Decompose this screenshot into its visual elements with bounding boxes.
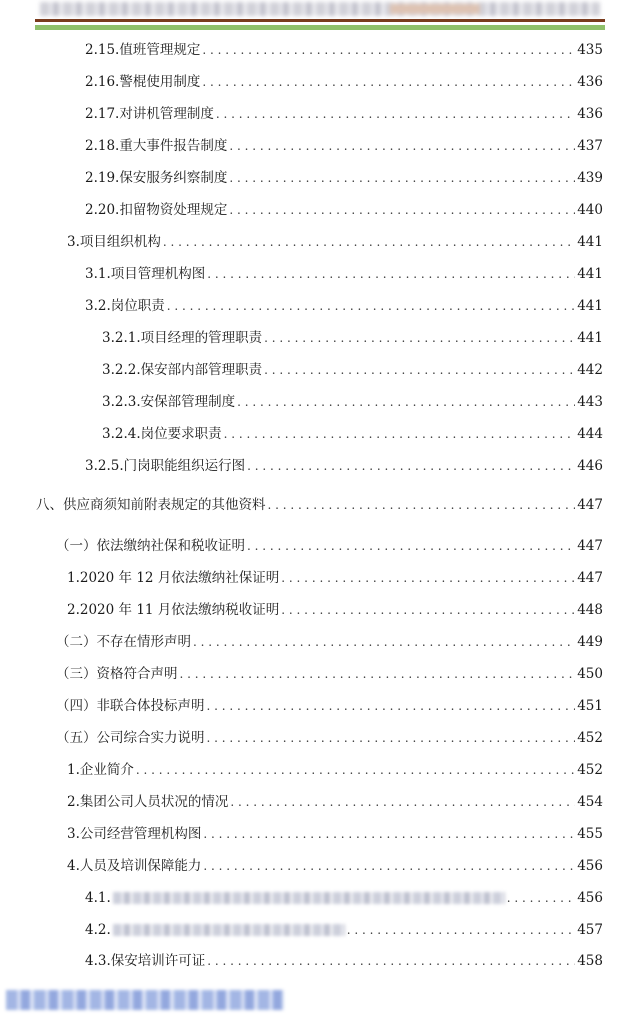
toc-entry-page: 436 — [577, 106, 603, 122]
header-redacted-text — [40, 2, 600, 16]
toc-entry-title: 4.2. — [85, 922, 111, 938]
toc-leader-dots — [207, 727, 576, 749]
toc-entry[interactable] — [85, 919, 603, 941]
toc-entry-page: 447 — [577, 538, 603, 554]
toc-entry[interactable] — [67, 231, 603, 253]
toc-entry[interactable] — [85, 39, 603, 61]
toc-entry[interactable] — [85, 135, 603, 157]
toc-entry-page: 444 — [577, 426, 603, 442]
toc-entry-page: 449 — [577, 634, 603, 650]
toc-entry[interactable] — [85, 71, 603, 93]
toc-entry-title: 3.2.1.项目经理的管理职责 — [102, 330, 263, 346]
footer-redacted-company-name — [6, 990, 284, 1010]
toc-entry-title: 3.2.4.岗位要求职责 — [102, 426, 222, 442]
toc-entry-page: 437 — [577, 138, 603, 154]
toc-entry[interactable] — [102, 327, 603, 349]
toc-entry-page: 448 — [577, 602, 603, 618]
toc-entry[interactable] — [56, 631, 603, 653]
toc-leader-dots — [163, 231, 575, 253]
toc-entry-title: 3.1.项目管理机构图 — [85, 266, 206, 282]
toc-entry-page: 441 — [577, 298, 603, 314]
toc-entry-page: 446 — [577, 458, 603, 474]
toc-entry-title: 4.3.保安培训许可证 — [85, 953, 206, 969]
toc-leader-dots — [229, 135, 575, 157]
toc-leader-dots — [136, 759, 575, 781]
toc-entry-page: 451 — [577, 698, 603, 714]
toc-entry-page: 435 — [577, 42, 603, 58]
toc-leader-dots — [229, 167, 575, 189]
toc-entry-page: 441 — [577, 266, 603, 282]
toc-entry-page: 450 — [577, 666, 603, 682]
toc-leader-dots — [207, 950, 575, 972]
toc-entry[interactable] — [102, 423, 603, 445]
toc-entry-title: 4.人员及培训保障能力 — [67, 858, 202, 874]
toc-entry-title: 2.19.保安服务纠察制度 — [85, 170, 228, 186]
toc-entry[interactable] — [56, 535, 603, 557]
toc-entry[interactable] — [67, 823, 603, 845]
toc-entry-page: 441 — [577, 330, 603, 346]
toc-entry-title: （三）资格符合声明 — [56, 666, 178, 682]
toc-leader-dots — [167, 295, 575, 317]
toc-entry-title: 3.项目组织机构 — [67, 234, 161, 250]
toc-entry-page: 452 — [577, 730, 603, 746]
toc-leader-dots — [347, 919, 575, 941]
toc-entry-page: 447 — [577, 497, 603, 513]
toc-entry-page: 440 — [577, 202, 603, 218]
toc-entry[interactable] — [56, 695, 603, 717]
toc-leader-dots — [281, 599, 575, 621]
toc-entry-page: 447 — [577, 570, 603, 586]
toc-entry-title: （四）非联合体投标声明 — [56, 698, 205, 714]
toc-entry-page: 457 — [577, 922, 603, 938]
toc-entry[interactable] — [67, 855, 603, 877]
toc-leader-dots — [264, 327, 575, 349]
toc-entry[interactable] — [102, 391, 603, 413]
toc-entry[interactable] — [85, 199, 603, 221]
toc-entry-title: （一）依法缴纳社保和税收证明 — [56, 538, 245, 554]
toc-leader-dots — [229, 199, 575, 221]
toc-entry[interactable] — [85, 887, 603, 909]
toc-entry[interactable] — [85, 167, 603, 189]
toc-entry-title: 3.2.2.保安部内部管理职责 — [102, 362, 263, 378]
toc-entry-page: 458 — [577, 953, 603, 969]
toc-entry-title: 1.企业简介 — [67, 762, 134, 778]
toc-leader-dots — [247, 455, 575, 477]
toc-entry-title: 4.1. — [85, 890, 111, 906]
toc-entry[interactable] — [102, 359, 603, 381]
toc-leader-dots — [264, 359, 575, 381]
redacted-title — [113, 892, 505, 904]
toc-leader-dots — [268, 494, 576, 516]
toc-entry-page: 452 — [577, 762, 603, 778]
toc-leader-dots — [507, 887, 575, 909]
toc-entry-title: 2.16.警棍使用制度 — [85, 74, 201, 90]
toc-entry-page: 441 — [577, 234, 603, 250]
toc-entry-page: 454 — [577, 794, 603, 810]
toc-entry-title: 2.17.对讲机管理制度 — [85, 106, 214, 122]
toc-leader-dots — [203, 855, 575, 877]
toc-entry-title: 2.集团公司人员状况的情况 — [67, 794, 229, 810]
toc-entry[interactable] — [85, 263, 603, 285]
toc-entry[interactable] — [67, 599, 603, 621]
toc-entry-title: 2.2020 年 11 月依法缴纳税收证明 — [67, 602, 280, 618]
toc-leader-dots — [180, 663, 576, 685]
toc-entry[interactable] — [56, 727, 603, 749]
toc-entry-page: 455 — [577, 826, 603, 842]
toc-leader-dots — [202, 71, 575, 93]
header-rule-dark — [35, 19, 605, 22]
toc-entry-title: 八、供应商须知前附表规定的其他资料 — [36, 497, 266, 513]
toc-entry-title: 2.15.值班管理规定 — [85, 42, 201, 58]
toc-leader-dots — [224, 423, 575, 445]
toc-entry-title: 3.2.5.门岗职能组织运行图 — [85, 458, 246, 474]
toc-leader-dots — [203, 823, 575, 845]
toc-leader-dots — [193, 631, 575, 653]
toc-entry-page: 443 — [577, 394, 603, 410]
toc-entry-title: 3.2.3.安保部管理制度 — [102, 394, 236, 410]
toc-entry[interactable] — [67, 791, 603, 813]
toc-entry[interactable] — [85, 103, 603, 125]
toc-entry-title: 2.18.重大事件报告制度 — [85, 138, 228, 154]
toc-entry[interactable] — [56, 663, 603, 685]
toc-entry-page: 439 — [577, 170, 603, 186]
toc-leader-dots — [281, 567, 575, 589]
toc-entry-page: 456 — [577, 858, 603, 874]
toc-leader-dots — [207, 263, 575, 285]
toc-entry-title: 3.公司经营管理机构图 — [67, 826, 202, 842]
toc-entry-page: 436 — [577, 74, 603, 90]
toc-entry-title: 2.20.扣留物资处理规定 — [85, 202, 228, 218]
toc-leader-dots — [247, 535, 575, 557]
toc-entry-title: （二）不存在情形声明 — [56, 634, 191, 650]
toc-entry-page: 456 — [577, 890, 603, 906]
toc-entry[interactable] — [67, 759, 603, 781]
redacted-title — [113, 924, 345, 936]
toc-leader-dots — [202, 39, 575, 61]
toc-leader-dots — [216, 103, 575, 125]
toc-entry-title: 3.2.岗位职责 — [85, 298, 165, 314]
toc-entry[interactable] — [67, 567, 603, 589]
toc-entry[interactable] — [36, 494, 603, 516]
toc-leader-dots — [230, 791, 575, 813]
toc-entry-title: 1.2020 年 12 月依法缴纳社保证明 — [67, 570, 280, 586]
toc-entry[interactable] — [85, 455, 603, 477]
toc-leader-dots — [237, 391, 575, 413]
toc-entry-page: 442 — [577, 362, 603, 378]
toc-entry[interactable] — [85, 950, 603, 972]
toc-entry-title: （五）公司综合实力说明 — [56, 730, 205, 746]
toc-entry[interactable] — [85, 295, 603, 317]
header-rule-green — [35, 25, 605, 30]
toc-leader-dots — [207, 695, 576, 717]
